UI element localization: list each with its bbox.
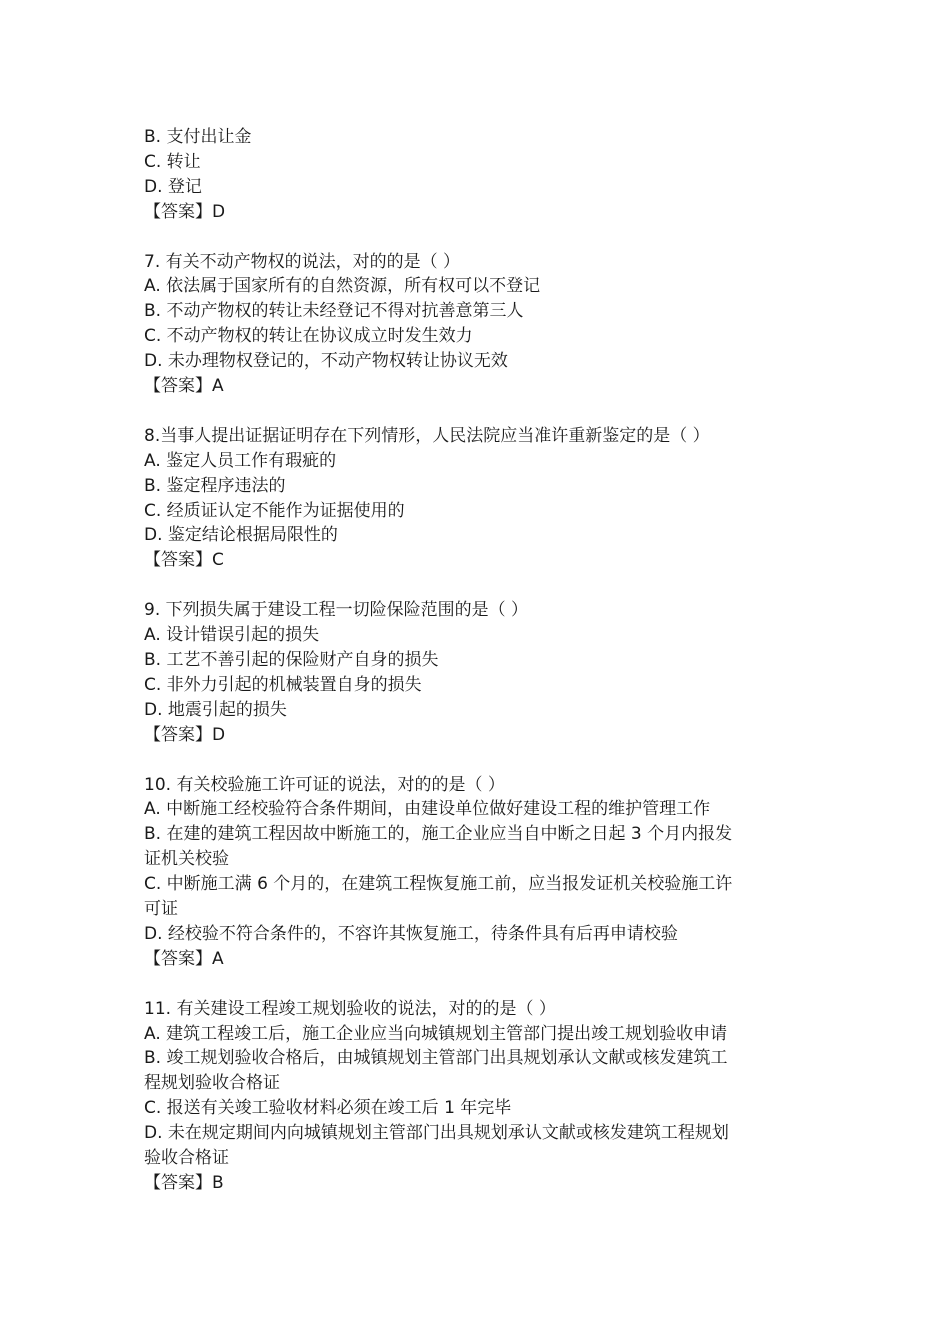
option-line: A. 建筑工程竣工后，施工企业应当向城镇规划主管部门提出竣工规划验收申请 [144, 1023, 728, 1044]
option-line: C. 报送有关竣工验收材料必须在竣工后 1 年完毕 [144, 1098, 512, 1119]
option-line: C. 非外力引起的机械装置自身的损失 [144, 674, 422, 695]
answer-line: 【答案】C [144, 550, 224, 571]
question-stem: 7. 有关不动产物权的说法，对的的是（ ） [144, 251, 461, 272]
option-line: B. 支付出让金 [144, 127, 252, 147]
question-stem: 11. 有关建设工程竣工规划验收的说法，对的的是（ ） [144, 998, 556, 1019]
answer-line: 【答案】B [144, 1172, 224, 1193]
option-line: B. 竣工规划验收合格后，由城镇规划主管部门出具规划承认文献或核发建筑工 [144, 1048, 728, 1069]
option-line: C. 经质证认定不能作为证据使用的 [144, 500, 405, 521]
option-line: C. 转让 [144, 151, 201, 172]
option-line: D. 经校验不符合条件的，不容许其恢复施工，待条件具有后再申请校验 [144, 923, 678, 944]
option-line: D. 鉴定结论根据局限性的 [144, 525, 338, 546]
answer-line: 【答案】A [144, 948, 224, 969]
question-9 [144, 598, 812, 747]
option-line: A. 设计错误引起的损失 [144, 625, 320, 646]
option-line-continued: 证机关校验 [144, 849, 229, 870]
option-line: D. 未在规定期间内向城镇规划主管部门出具规划承认文献或核发建筑工程规划 [144, 1123, 729, 1144]
question-7 [144, 250, 812, 399]
option-line: B. 在建的建筑工程因故中断施工的，施工企业应当自中断之日起 3 个月内报发 [144, 824, 733, 845]
option-line: C. 不动产物权的转让在协议成立时发生效力 [144, 326, 473, 347]
document-page [144, 125, 812, 1196]
lead-question-fragment [144, 125, 812, 225]
option-line: B. 不动产物权的转让未经登记不得对抗善意第三人 [144, 301, 524, 322]
answer-line: 【答案】D [144, 724, 226, 745]
option-line: A. 中断施工经校验符合条件期间，由建设单位做好建设工程的维护管理工作 [144, 799, 711, 820]
option-line-continued: 验收合格证 [144, 1148, 229, 1169]
option-line: B. 鉴定程序违法的 [144, 475, 286, 496]
option-line: D. 地震引起的损失 [144, 699, 287, 720]
question-10 [144, 773, 812, 972]
option-line: A. 鉴定人员工作有瑕疵的 [144, 450, 337, 471]
question-11 [144, 997, 812, 1196]
question-stem: 10. 有关校验施工许可证的说法，对的的是（ ） [144, 774, 505, 795]
option-line: D. 登记 [144, 176, 202, 197]
option-line: C. 中断施工满 6 个月的，在建筑工程恢复施工前，应当报发证机关校验施工许 [144, 874, 733, 895]
question-8 [144, 424, 812, 573]
answer-line: 【答案】D [144, 201, 226, 222]
option-line: D. 未办理物权登记的，不动产物权转让协议无效 [144, 351, 508, 372]
option-line: A. 依法属于国家所有的自然资源，所有权可以不登记 [144, 276, 541, 297]
option-line-continued: 程规划验收合格证 [144, 1073, 280, 1094]
question-stem: 8.当事人提出证据证明存在下列情形，人民法院应当准许重新鉴定的是（ ） [144, 425, 710, 446]
answer-line: 【答案】A [144, 376, 224, 397]
option-line-continued: 可证 [144, 899, 178, 920]
question-stem: 9. 下列损失属于建设工程一切险保险范围的是（ ） [144, 600, 529, 621]
option-line: B. 工艺不善引起的保险财产自身的损失 [144, 649, 439, 670]
